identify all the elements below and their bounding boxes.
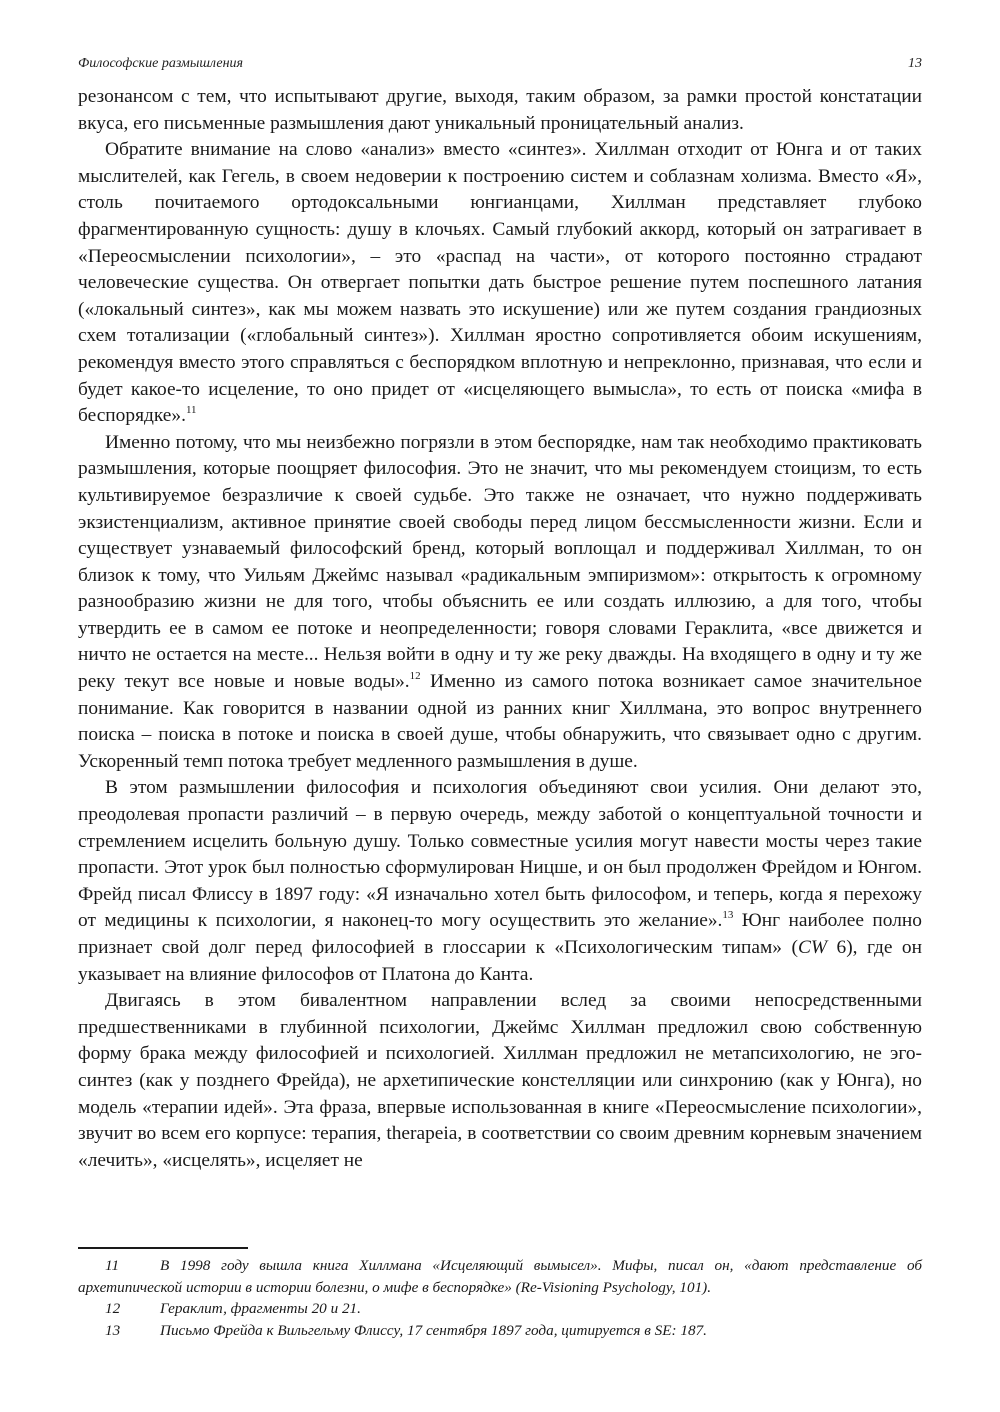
footnotes	[78, 1255, 922, 1341]
page	[78, 56, 922, 1174]
footnote-text: В 1998 году вышла книга Хиллмана «Исцеляющий вымысел». Мифы, писал он, «дают представление об архетипической истории в истории болезни, о мифе в беспорядке» (Re-Visioning Psychology, 101).	[78, 1257, 922, 1296]
paragraph	[78, 84, 922, 137]
text-run: Обратите внимание на слово «анализ» вместо «синтез». Хиллман отходит от Юнга и от таких мыслителей, как Гегель, в своем недоверии к построению систем и соблазнам холизма. Вместо «Я», столь почитаемого ортодоксальными юнгианцами, Хиллман представляет глубоко фрагментированную сущность: душу в клочьях. Самый глубокий аккорд, который он затрагивает в «Переосмыслении психологии», – это «распад на части», от которого постоянно страдают человеческие существа. Он отвергает попытки дать быстрое решение путем поспешного латания («локальный синтез», как мы можем назвать это искушение) или же путем создания грандиозных схем тотализации («глобальный синтез»). Хиллман яростно сопротивляется обоим искушениям, рекомендуя вместо этого справляться с беспорядком вплотную и непреклонно, признавая, что если и будет какое-то исцеление, то оно придет от «исцеляющего вымысла», то есть от поиска «мифа в беспорядке».	[78, 139, 922, 427]
footnote-divider	[78, 1247, 248, 1249]
footnote-number: 13	[105, 1321, 121, 1339]
text-run: резонансом с тем, что испытывают другие, выходя, таким образом, за рамки простой констатации вкуса, его письменные размышления дают уникальный проницательный анализ.	[78, 86, 922, 134]
footnote	[78, 1298, 922, 1320]
footnote-number: 11	[105, 1257, 120, 1274]
running-title: Философские размышления	[78, 56, 244, 71]
page-number: 13	[908, 56, 922, 71]
footnote	[78, 1320, 922, 1342]
text-run: 6), где он указывает на влияние философов от Платона до Канта.	[78, 937, 922, 985]
text-run: Именно из самого потока возникает самое значительное понимание. Как говорится в названии одной из ранних книг Хиллмана, это вопрос внутреннего поиска – поиска в потоке и поиска в своей душе, чтобы обнаружить, что связывает одно с другим. Ускоренный темп потока требует медленного размышления в душе.	[78, 671, 922, 772]
text-run: Двигаясь в этом бивалентном направлении вслед за своими непосредственными предшественниками в глубинной психологии, Джеймс Хиллман предложил свою собственную форму брака между философией и психологией. Хиллман предложил не метапсихологию, не эго-синтез (как у позднего Фрейда), не архетипические констелляции или синхронию (как у Юнга), но модель «терапии идей». Эта фраза, впервые использованная в книге «Переосмысление психологии», звучит во всем его корпусе: терапия, therapeia, в соответствии со своим древним корневым значением «лечить», «исцелять», исцеляет не	[78, 990, 922, 1171]
paragraph	[78, 775, 922, 988]
paragraph	[78, 988, 922, 1174]
body-text	[78, 84, 922, 1174]
footnote-number: 12	[105, 1300, 121, 1318]
footnote-text: Письмо Фрейда к Вильгельму Флиссу, 17 сентября 1897 года, цитируется в SE: 187.	[160, 1321, 707, 1339]
text-run: В этом размышлении философия и психология объединяют свои усилия. Они делают это, преодолевая пропасти различий – в первую очередь, между заботой о концептуальной точности и стремлением исцелить больную душу. Только совместные усилия могут навести мосты через такие пропасти. Этот урок был полностью сформулирован Ницше, и он был продолжен Фрейдом и Юнгом. Фрейд писал Флиссу в 1897 году: «Я изначально хотел быть философом, и теперь, когда я перехожу от медицины к психологии, я наконец-то могу осуществить это желание».	[78, 777, 922, 932]
italic-text: CW	[797, 937, 828, 958]
paragraph	[78, 430, 922, 776]
running-head	[78, 56, 922, 82]
footnote-text: Гераклит, фрагменты 20 и 21.	[160, 1300, 361, 1318]
footnote-ref[interactable]: 12	[409, 670, 421, 683]
text-run: Юнг наиболее полно признает свой долг перед философией в глоссарии к «Психологическим типам» (	[78, 910, 922, 958]
footnote-ref[interactable]: 13	[722, 909, 734, 922]
paragraph	[78, 137, 922, 430]
text-run: Именно потому, что мы неизбежно погрязли в этом беспорядке, нам так необходимо практиковать размышления, которые поощряет философия. Это не значит, что мы рекомендуем стоицизм, то есть культивируемое безразличие к своей судьбе. Это также не означает, что нужно поддерживать экзистенциализм, активное принятие своей свободы перед лицом бессмысленности жизни. Если и существует узнаваемый философский бренд, который воплощал и поддерживал Хиллман, то он близок к тому, что Уильям Джеймс называл «радикальным эмпиризмом»: открытость к огромному разнообразию жизни не для того, чтобы объяснить ее или создать иллюзию, а для того, чтобы утвердить ее в самом ее потоке и неопределенности; говоря словами Гераклита, «все движется и ничто не остается на месте... Нельзя войти в одну и ту же реку дважды. На входящего в одну и ту же реку текут все новые и новые воды».	[78, 431, 922, 693]
footnote-ref[interactable]: 11	[185, 404, 197, 417]
footnote	[78, 1255, 922, 1298]
